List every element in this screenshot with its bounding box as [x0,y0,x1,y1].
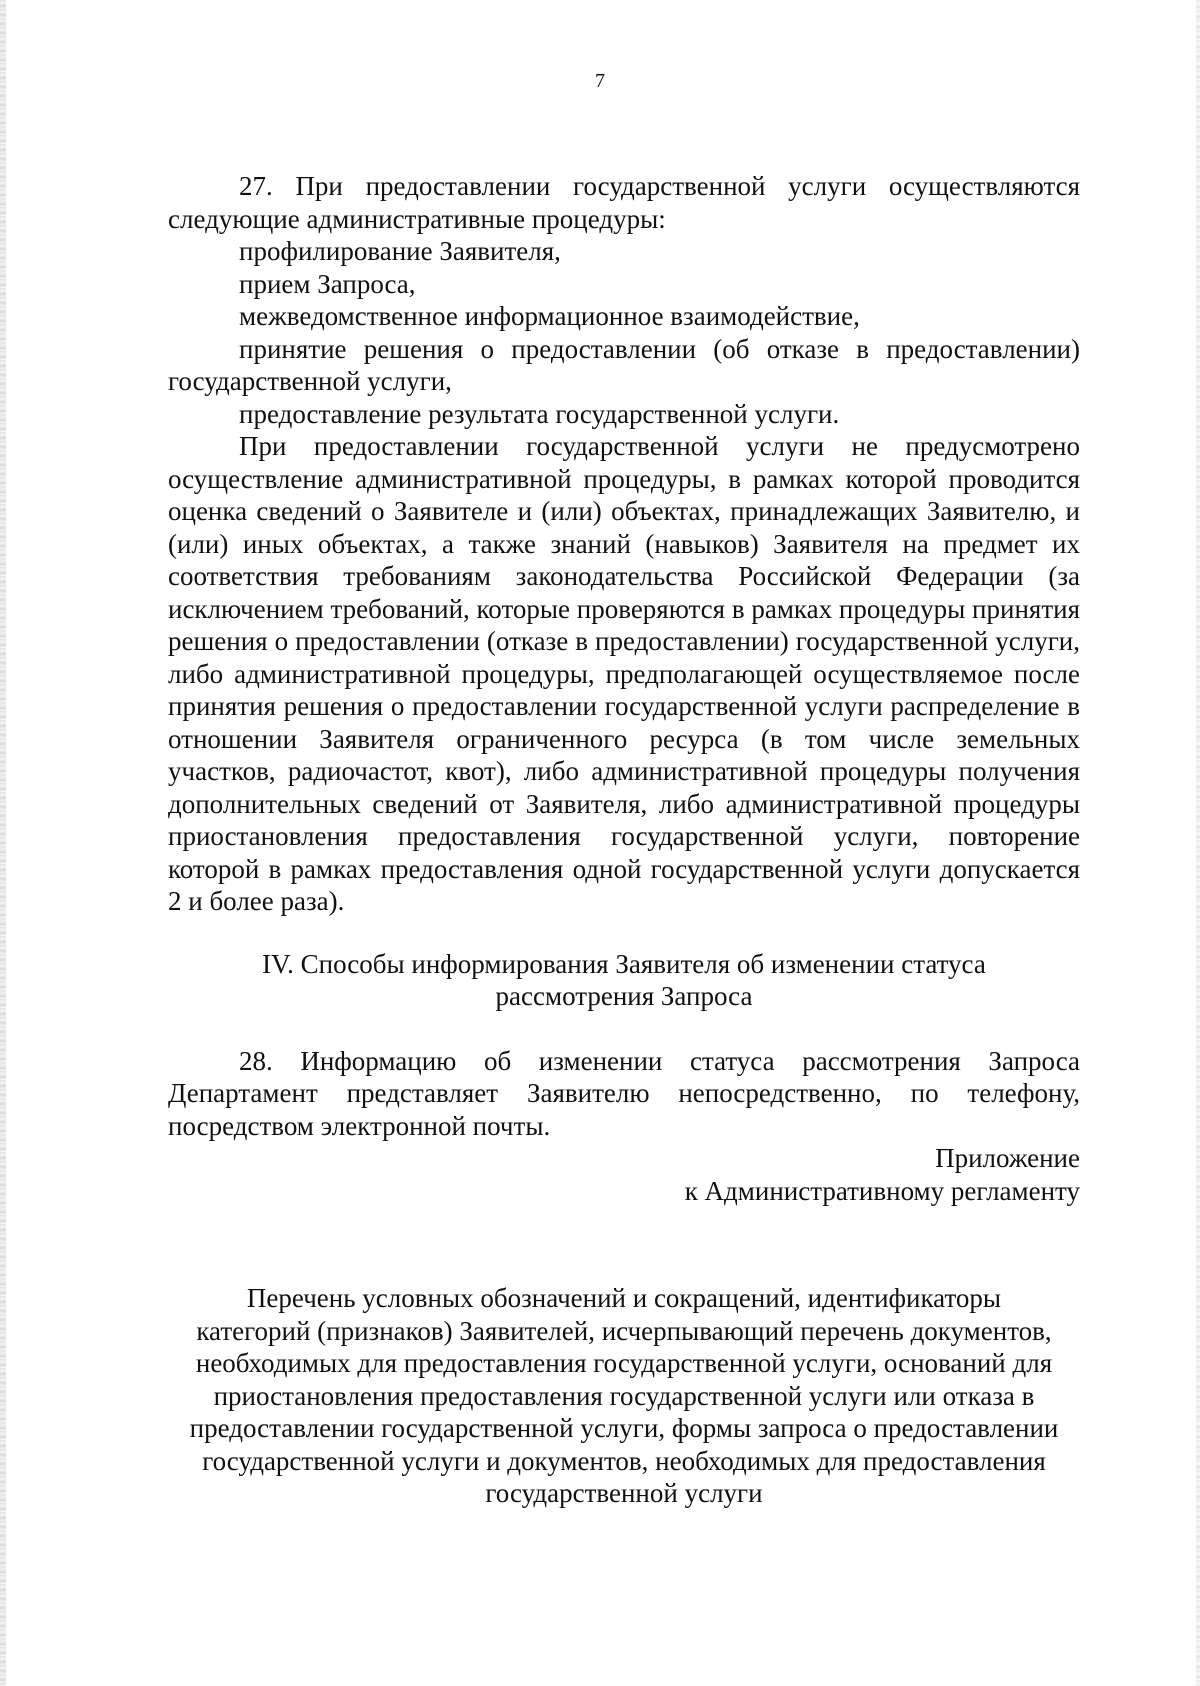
appendix-title [168,1282,1080,1510]
appendix-subtitle: к Административному регламенту [684,1175,1080,1206]
scan-edge-left [0,0,6,1686]
page-number: 7 [595,70,605,92]
appendix-label: Приложение [935,1143,1080,1173]
appendix-title-line: Перечень условных обозначений и сокращений, идентификаторы [246,1283,1002,1313]
scan-edge-right [1196,0,1200,1686]
procedure-item: прием Запроса, [239,268,416,299]
paragraph-27-note: При предоставлении государственной услуги не предусмотрено осуществление административной процедуры, в рамках которой проводится оценка сведений о Заявителе и (или) объектах, принадлежащих Заявителю, и (или) иных объектах, а также знаний (навыков) Заявителя на предмет их соответствия требованиям законодательства Российской Федерации (за исключением требований, которые проверяются в рамках процедуры принятия решения о предоставлении (отказе в предоставлении) государственной услуги, либо административной процедуры, предполагающей осуществляемое после принятия решения о предоставлении государственной услуги распределение в отношении Заявителя ограниченного ресурса (в том числе земельных участков, радиочастот, квот), либо административной процедуры получения дополнительных сведений от Заявителя, либо административной процедуры приостановления предоставления государственной услуги, повторение которой в рамках предоставления одной государственной услуги допускается 2 и более раза). [168,431,1080,916]
procedure-item: межведомственное информационное взаимодействие, [239,301,860,331]
procedure-item: предоставление результата государственной услуги. [239,398,840,429]
paragraph-28: 28. Информацию об изменении статуса рассмотрения Запроса Департамент представляет Заявителю непосредственно, по телефону, посредством электронной почты. [168,1045,1080,1141]
section-4-heading-line-2: рассмотрения Запроса [495,981,753,1011]
appendix-title-line: необходимых для предоставления государственной услуги, оснований для [195,1348,1053,1378]
section-4-heading-line-1: IV. Способы информирования Заявителя об изменении статуса [262,948,986,979]
appendix-reference [168,1142,1080,1207]
paragraph-27-intro: 27. При предоставлении государственной услуги осуществляются следующие административные процедуры: [168,171,1080,234]
appendix-title-line: государственной услуги [485,1478,763,1508]
appendix-title-line: государственной услуги и документов, необходимых для предоставления [202,1445,1046,1476]
appendix-title-line: приостановления предоставления государственной услуги или отказа в [213,1380,1035,1411]
appendix-title-line: категорий (признаков) Заявителей, исчерпывающий перечень документов, [196,1315,1052,1346]
section-4-heading [238,948,1010,1013]
appendix-title-line: предоставлении государственной услуги, формы запроса о предоставлении [189,1413,1059,1443]
document-body [168,170,1080,1510]
procedure-item: профилирование Заявителя, [239,236,561,266]
procedure-item: принятие решения о предоставлении (об отказе в предоставлении) государственной услуги, [168,333,1080,396]
